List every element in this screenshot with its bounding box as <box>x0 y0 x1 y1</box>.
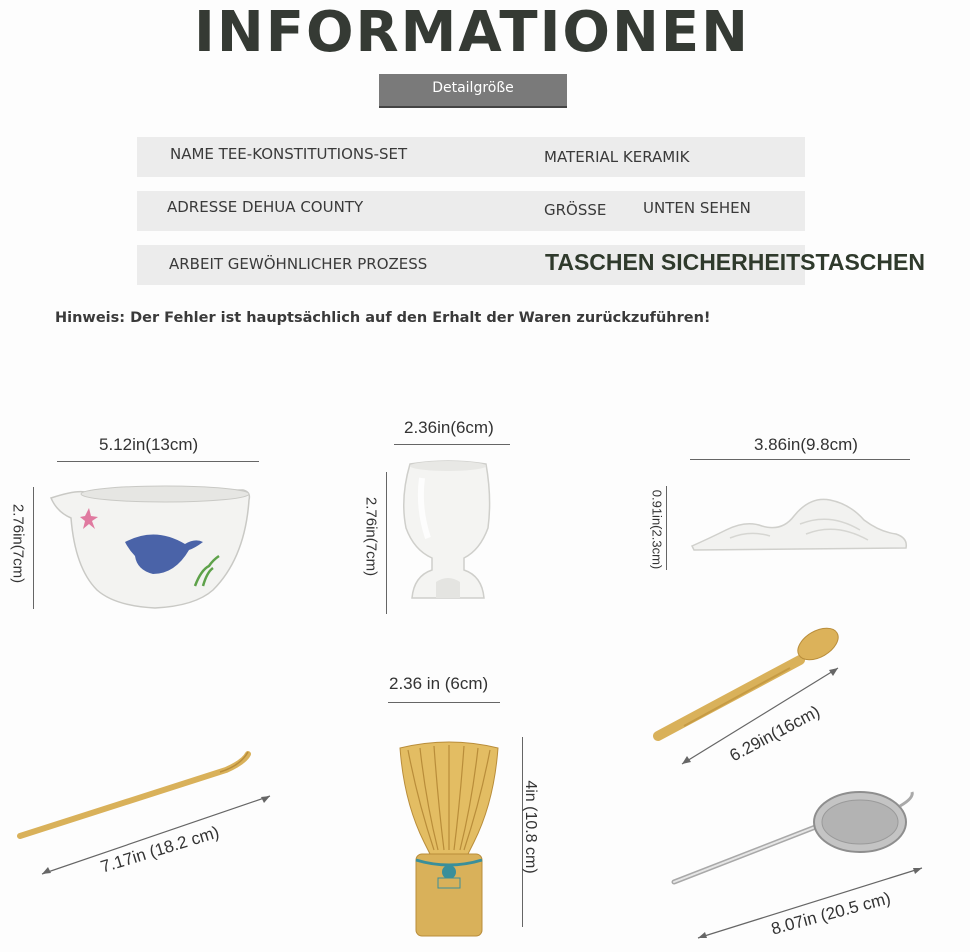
rest-height-line <box>666 486 667 570</box>
rest-width-label: 3.86in(9.8cm) <box>754 435 858 454</box>
scoop-length-line <box>38 790 278 880</box>
info-work: ARBEIT GEWÖHNLICHER PROZESS <box>169 255 428 273</box>
info-size-value: UNTEN SEHEN <box>643 199 751 217</box>
info-row-address <box>137 191 805 231</box>
bowl-width-line <box>57 461 259 462</box>
whisk-width-line <box>388 702 500 703</box>
holder-width-line <box>394 444 510 445</box>
spoon-length-label: 6.29in(16cm) <box>726 701 824 766</box>
matcha-bowl-image <box>45 478 255 613</box>
bowl-height-line <box>33 487 34 609</box>
info-name: NAME TEE-KONSTITUTIONS-SET <box>170 145 408 163</box>
info-row-name <box>137 137 805 177</box>
rest-width-line <box>690 459 910 460</box>
holder-width-label: 2.36in(6cm) <box>404 418 494 437</box>
detail-size-button[interactable]: Detailgröße <box>379 74 567 108</box>
holder-height-line <box>386 472 387 614</box>
strainer-length-label: 8.07in (20.5 cm) <box>769 888 893 939</box>
whisk-height-label: 4in (10.8 cm) <box>522 780 539 874</box>
bowl-width-label: 5.12in(13cm) <box>99 435 199 454</box>
info-pockets: TASCHEN SICHERHEITSTASCHEN <box>545 249 925 275</box>
bamboo-whisk-image <box>394 742 504 938</box>
bowl-height-label: 2.76in(7cm) <box>9 503 27 584</box>
info-row-work <box>137 245 925 285</box>
whisk-holder-image <box>392 458 504 604</box>
whisk-rest-image <box>690 494 910 554</box>
info-address: ADRESSE DEHUA COUNTY <box>167 198 364 216</box>
whisk-width-label: 2.36 in (6cm) <box>389 674 489 693</box>
info-size-label: GRÖSSE <box>544 201 607 219</box>
hint-text: Hinweis: Der Fehler ist hauptsächlich auf den Erhalt der Waren zurückzuführen! <box>55 310 711 326</box>
rest-height-label: 0.91in(2.3cm) <box>649 489 665 570</box>
scoop-length-label: 7.17in (18.2 cm) <box>98 822 222 877</box>
info-material: MATERIAL KERAMIK <box>544 148 690 166</box>
holder-height-label: 2.76in(7cm) <box>362 496 380 577</box>
page-title: INFORMATIONEN <box>193 0 751 65</box>
